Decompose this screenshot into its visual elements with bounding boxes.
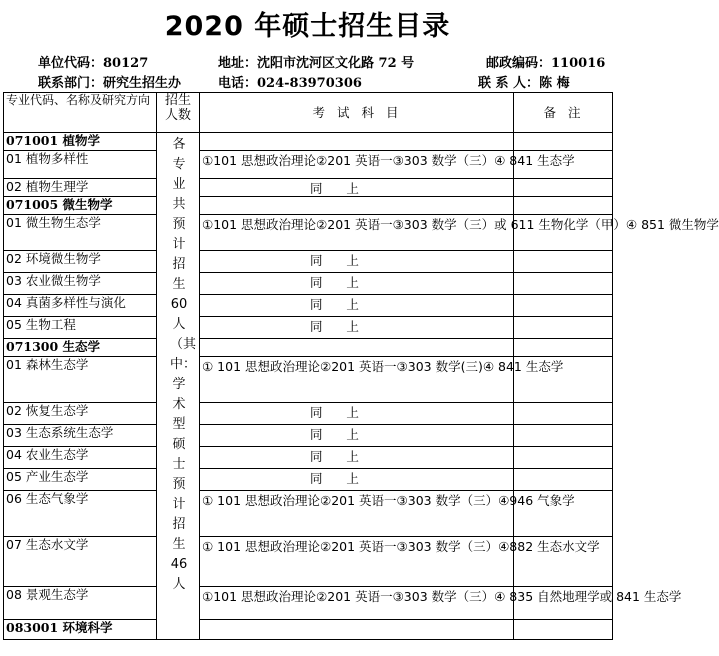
address-label: 地址： (218, 56, 258, 71)
direction-name: 05 生物工程 (4, 317, 157, 339)
section-row (4, 620, 613, 640)
exam-subjects: 同 上 (200, 179, 514, 197)
section-row (4, 339, 613, 357)
table-header-row (4, 93, 613, 133)
table-row (4, 491, 613, 537)
header-count: 招生人数 (157, 93, 200, 133)
catalog-table (3, 92, 719, 640)
table-row (4, 179, 613, 197)
remark-cell (514, 469, 613, 491)
direction-name: 01 微生物生态学 (4, 215, 157, 251)
remark-cell (514, 273, 613, 295)
remark-cell (514, 317, 613, 339)
major-name: 071300 生态学 (4, 339, 157, 357)
direction-name: 04 农业生态学 (4, 447, 157, 469)
direction-name: 03 生态系统生态学 (4, 425, 157, 447)
exam-subjects (200, 197, 514, 215)
exam-subjects (200, 133, 514, 151)
header-exam: 考 试 科 目 (200, 93, 514, 133)
direction-name: 02 植物生理学 (4, 179, 157, 197)
table-row (4, 251, 613, 273)
remark-cell (514, 425, 613, 447)
unit-code (38, 52, 148, 71)
direction-name: 02 恢复生态学 (4, 403, 157, 425)
header-remark: 备 注 (514, 93, 613, 133)
postal-value: 110016 (551, 56, 606, 71)
page-title: 2020 年硕士招生目录 (164, 11, 451, 42)
table-row (4, 151, 613, 179)
contact-value: 陈 梅 (539, 76, 570, 91)
remark-cell (514, 447, 613, 469)
exam-subjects: 同 上 (200, 273, 514, 295)
remark-cell (514, 251, 613, 273)
exam-subjects: 同 上 (200, 447, 514, 469)
dept-label: 联系部门： (38, 76, 104, 91)
direction-name: 07 生态水文学 (4, 537, 157, 587)
contact-person (478, 72, 570, 91)
direction-name: 08 景观生态学 (4, 587, 157, 620)
exam-subjects: ① 101 思想政治理论②201 英语一③303 数学（三）④882 生态水文学 (200, 537, 514, 587)
direction-name: 04 真菌多样性与演化 (4, 295, 157, 317)
dept-value: 研究生招生办 (103, 76, 182, 91)
table-row (4, 357, 613, 403)
table-row (4, 317, 613, 339)
enrollment-count-cell (157, 133, 200, 640)
exam-subjects: 同 上 (200, 251, 514, 273)
unit-code-label: 单位代码： (38, 56, 104, 71)
table-row (4, 469, 613, 491)
exam-subjects: 同 上 (200, 469, 514, 491)
exam-subjects: ①101 思想政治理论②201 英语一③303 数学（三）④ 835 自然地理学或 841 生态学 (200, 587, 514, 620)
enrollment-note: 各专业共预计招生60人（其中：学术型硕士预计招生46人 (170, 137, 197, 592)
table-row (4, 215, 613, 251)
direction-name: 05 产业生态学 (4, 469, 157, 491)
table-row (4, 537, 613, 587)
remark-cell (514, 339, 613, 357)
phone-value: 024-83970306 (257, 76, 362, 91)
address (218, 52, 414, 71)
remark-cell (514, 403, 613, 425)
phone (218, 72, 362, 91)
major-name: 083001 环境科学 (4, 620, 157, 640)
exam-subjects (200, 620, 514, 640)
exam-subjects: ① 101 思想政治理论②201 英语一③303 数学（三）④946 气象学 (200, 491, 514, 537)
section-row (4, 133, 613, 151)
remark-cell (514, 179, 613, 197)
exam-subjects: ①101 思想政治理论②201 英语一③303 数学（三）或 611 生物化学（甲）④ 851 微生物学 (200, 215, 514, 251)
exam-subjects: 同 上 (200, 403, 514, 425)
exam-subjects: ① 101 思想政治理论②201 英语一③303 数学(三)④ 841 生态学 (200, 357, 514, 403)
exam-subjects: ①101 思想政治理论②201 英语一③303 数学（三）④ 841 生态学 (200, 151, 514, 179)
table-row (4, 447, 613, 469)
major-name: 071005 微生物学 (4, 197, 157, 215)
exam-subjects: 同 上 (200, 317, 514, 339)
table-row (4, 403, 613, 425)
remark-cell (514, 133, 613, 151)
contact-label: 联 系 人： (478, 76, 540, 91)
exam-subjects: 同 上 (200, 295, 514, 317)
remark-cell (514, 295, 613, 317)
header-major: 专业代码、名称及研究方向 (4, 93, 157, 133)
direction-name: 01 森林生态学 (4, 357, 157, 403)
phone-label: 电话： (218, 76, 258, 91)
table-row (4, 273, 613, 295)
table-row (4, 425, 613, 447)
remark-cell (514, 620, 613, 640)
exam-subjects (200, 339, 514, 357)
remark-cell (514, 197, 613, 215)
table-row (4, 295, 613, 317)
address-value: 沈阳市沈河区文化路 72 号 (257, 56, 415, 71)
table-row (4, 587, 613, 620)
unit-code-value: 80127 (103, 56, 149, 71)
contact-dept (38, 72, 181, 91)
major-name: 071001 植物学 (4, 133, 157, 151)
section-row (4, 197, 613, 215)
exam-subjects: 同 上 (200, 425, 514, 447)
direction-name: 01 植物多样性 (4, 151, 157, 179)
direction-name: 03 农业微生物学 (4, 273, 157, 295)
direction-name: 06 生态气象学 (4, 491, 157, 537)
postal-label: 邮政编码： (486, 56, 552, 71)
direction-name: 02 环境微生物学 (4, 251, 157, 273)
postal-code (486, 52, 605, 71)
